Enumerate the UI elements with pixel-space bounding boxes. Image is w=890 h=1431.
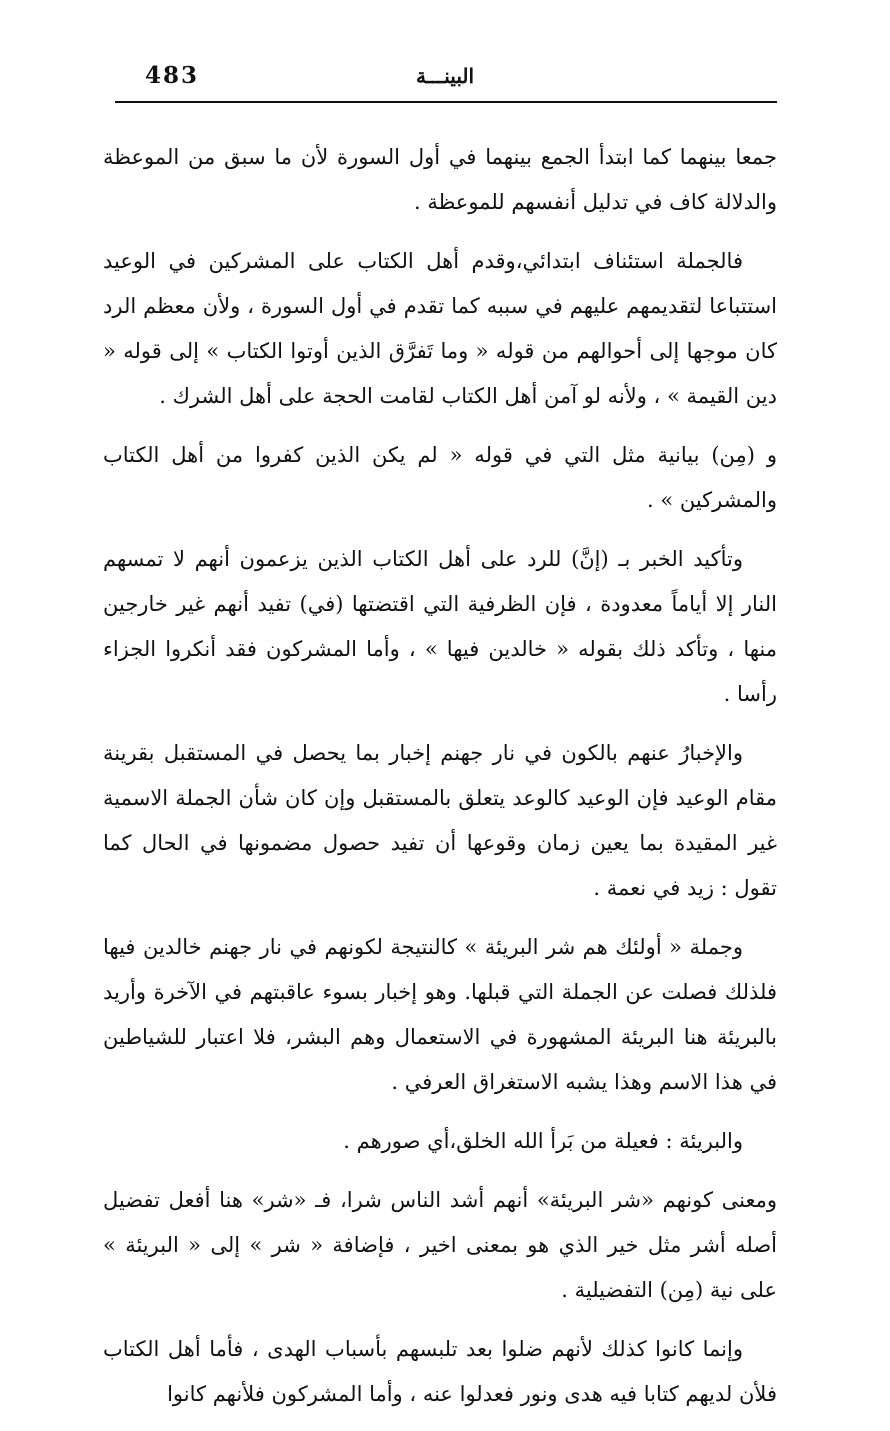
running-title: البينـــة bbox=[415, 64, 475, 88]
page-header bbox=[115, 56, 777, 102]
paragraph: وإنما كانوا كذلك لأنهم ضلوا بعد تلبسهم بأسباب الهدى ، فأما أهل الكتاب فلأن لديهم كتابا فيه هدى ونور فعدلوا عنه ، وأما المشركون فلأنهم كانوا bbox=[103, 1337, 777, 1406]
paragraph: والإخبارُ عنهم بالكون في نار جهنم إخبار بما يحصل في المستقبل بقرينة مقام الوعيد فإن الوعيد كالوعد يتعلق بالمستقبل وإن كان شأن الجملة الاسمية غير المقيدة بما يعين زمان وقوعها أن تفيد حصول مضمونها في الحال كما تقول : زيد في نعمة . bbox=[103, 741, 777, 900]
paragraph: جمعا بينهما كما ابتدأ الجمع بينهما في أول السورة لأن ما سبق من الموعظة والدلالة كاف في تدليل أنفسهم للموعظة . bbox=[103, 145, 777, 214]
body-text bbox=[103, 135, 777, 1431]
header-rule bbox=[115, 101, 777, 103]
page-number: 483 bbox=[145, 62, 200, 89]
paragraph: ومعنى كونهم «شر البريئة» أنهم أشد الناس شرا، فـ «شر» هنا أفعل تفضيل أصله أشر مثل خير الذي هو بمعنى اخير ، فإضافة « شر » إلى « البريئة » على نية (مِن) التفضيلية . bbox=[103, 1188, 777, 1302]
paragraph: فالجملة استئناف ابتدائي،وقدم أهل الكتاب على المشركين في الوعيد استتباعا لتقديمهم عليهم في سببه كما تقدم في أول السورة ، ولأن معظم الرد كان موجها إلى أحوالهم من قوله « وما تَفرَّق الذين أوتوا الكتاب » إلى قوله « دين القيمة » ، ولأنه لو آمن أهل الكتاب لقامت الحجة على أهل الشرك . bbox=[103, 249, 777, 408]
paragraph: و (مِن) بيانية مثل التي في قوله « لم يكن الذين كفروا من أهل الكتاب والمشركين » . bbox=[103, 443, 777, 512]
paragraph: وجملة « أولئك هم شر البريئة » كالنتيجة لكونهم في نار جهنم خالدين فيها فلذلك فصلت عن الجملة التي قبلها. وهو إخبار بسوء عاقبتهم في الآخرة وأريد بالبريئة هنا البريئة المشهورة في الاستعمال وهم البشر، فلا اعتبار للشياطين في هذا الاسم وهذا يشبه الاستغراق العرفي . bbox=[103, 935, 777, 1094]
paragraph: والبريئة : فعيلة من بَرأ الله الخلق،أي صورهم . bbox=[343, 1129, 743, 1153]
paragraph: وتأكيد الخبر بـ (إنَّ) للرد على أهل الكتاب الذين يزعمون أنهم لا تمسهم النار إلا أياماً معدودة ، فإن الظرفية التي اقتضتها (في) تفيد أنهم غير خارجين منها ، وتأكد ذلك بقوله « خالدين فيها » ، وأما المشركون فقد أنكروا الجزاء رأسا . bbox=[103, 547, 777, 706]
